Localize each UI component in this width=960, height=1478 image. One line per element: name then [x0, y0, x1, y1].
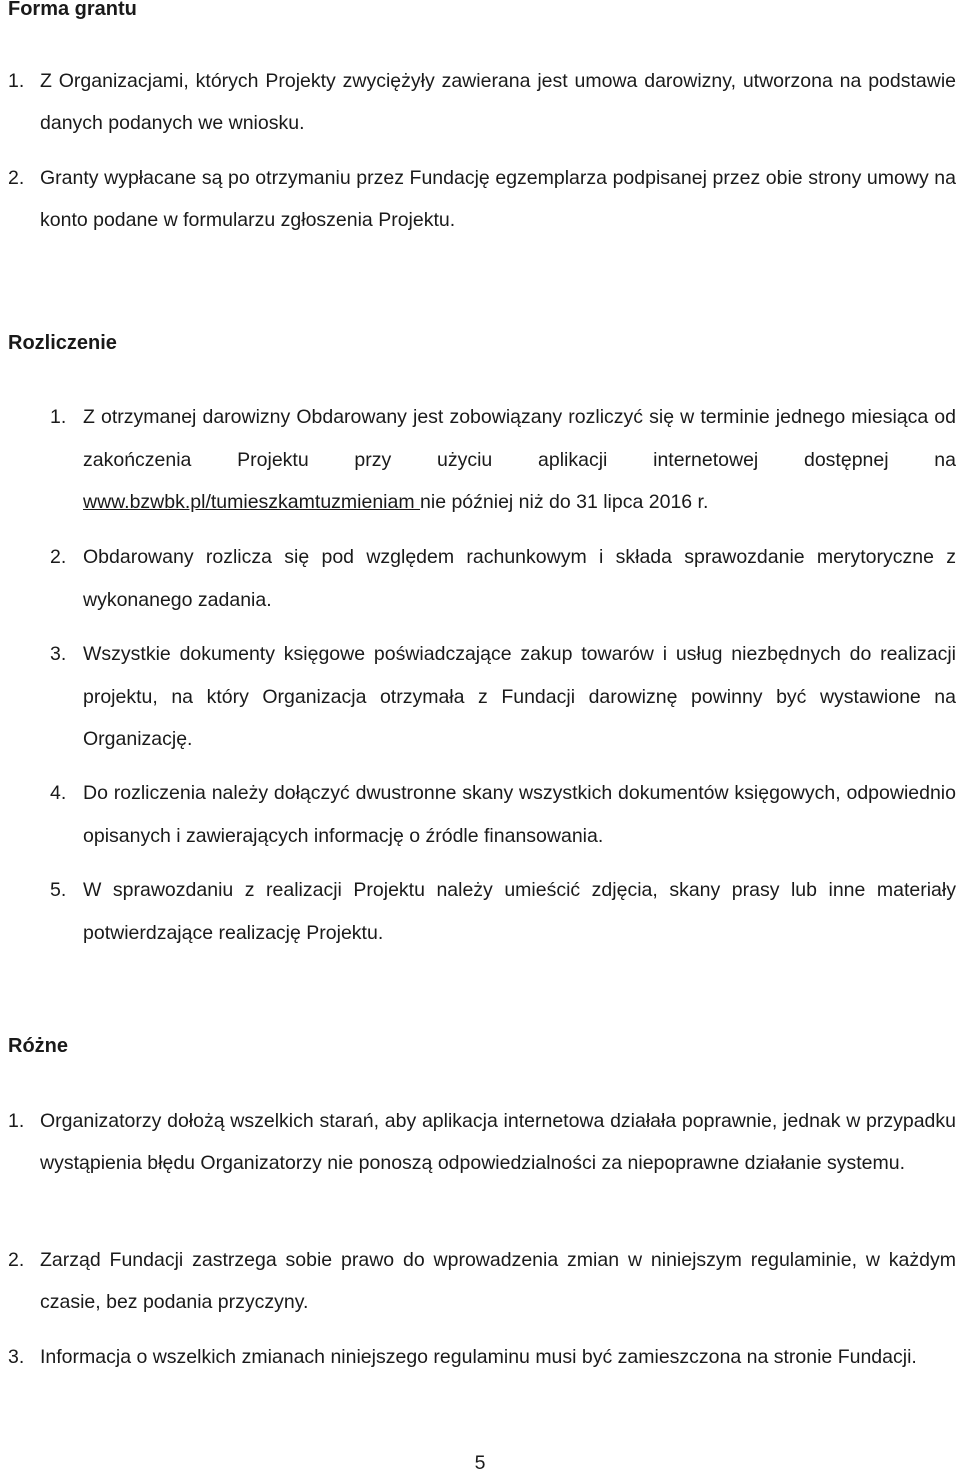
list-item-text: W sprawozdaniu z realizacji Projektu należy umieścić zdjęcia, skany prasy lub inne materiały potwierdzające realizację Projektu.	[83, 879, 956, 944]
section-title-misc: Różne	[8, 1035, 68, 1057]
list-item	[50, 633, 956, 761]
list-item-text: Do rozliczenia należy dołączyć dwustronne skany wszystkich dokumentów księgowych, odpowiednio opisanych i zawierających informację o źródle finansowania.	[83, 782, 956, 847]
list-item-number: 2.	[8, 167, 25, 189]
list-item-number: 5.	[50, 879, 67, 901]
list-item-text: Informacja o wszelkich zmianach niniejszego regulaminu musi być zamieszczona na stronie Fundacji.	[40, 1346, 917, 1368]
list-item	[8, 1100, 956, 1184]
list-item	[50, 869, 956, 954]
list-item	[50, 772, 956, 857]
list-item	[50, 536, 956, 621]
list-item-text: Obdarowany rozlicza się pod względem rachunkowym i składa sprawozdanie merytoryczne z wykonanego zadania.	[83, 546, 956, 611]
list-item-text: Granty wypłacane są po otrzymaniu przez Fundację egzemplarza podpisanej przez obie strony umowy na konto podane w formularzu zgłoszenia Projektu.	[40, 167, 956, 231]
list-item-text-before: Z otrzymanej darowizny Obdarowany jest zobowiązany rozliczyć się w terminie jednego miesiąca od zakończenia Projektu przy użyciu aplikacji internetowej dostępnej na	[83, 406, 956, 471]
list-item-text	[83, 396, 956, 524]
list-item-number: 3.	[50, 643, 67, 665]
list-item-number: 4.	[50, 782, 67, 804]
list-item	[8, 60, 956, 144]
list-item-number: 2.	[8, 1249, 25, 1271]
list-item-text: Organizatorzy dołożą wszelkich starań, aby aplikacja internetowa działała poprawnie, jednak w przypadku wystąpienia błędu Organizatorzy nie ponoszą odpowiedzialności za niepoprawne działanie systemu.	[40, 1110, 956, 1174]
list-item-number: 1.	[8, 70, 25, 92]
settlement-app-link[interactable]: www.bzwbk.pl/tumieszkamtuzmieniam	[83, 491, 421, 513]
section-title-grant-form: Forma grantu	[8, 0, 137, 20]
list-item-number: 3.	[8, 1346, 25, 1368]
list-item-number: 1.	[8, 1110, 25, 1132]
list-item	[8, 1239, 956, 1323]
list-item	[8, 1336, 956, 1378]
list-item-number: 2.	[50, 546, 67, 568]
list-item	[50, 396, 956, 524]
list-item-number: 1.	[50, 406, 67, 428]
list-item-text: Zarząd Fundacji zastrzega sobie prawo do wprowadzenia zmian w niniejszym regulaminie, w każdym czasie, bez podania przyczyny.	[40, 1249, 956, 1313]
section-title-settlement: Rozliczenie	[8, 332, 117, 354]
list-item-text: Wszystkie dokumenty księgowe poświadczające zakup towarów i usług niezbędnych do realizacji projektu, na który Organizacja otrzymała z Fundacji darowiznę powinny być wystawione na Organizację.	[83, 643, 956, 750]
list-item-text: Z Organizacjami, których Projekty zwyciężyły zawierana jest umowa darowizny, utworzona na podstawie danych podanych we wniosku.	[40, 70, 956, 134]
list-item	[8, 157, 956, 241]
page-number: 5	[474, 1452, 486, 1474]
list-item-text-after: nie później niż do 31 lipca 2016 r.	[420, 491, 709, 513]
